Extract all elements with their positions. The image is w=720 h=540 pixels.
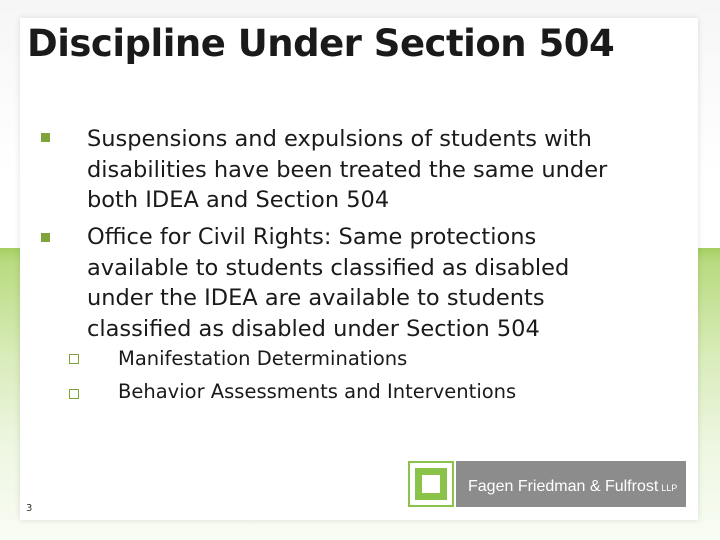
firm-name: Fagen Friedman & Fulfrost (468, 478, 659, 495)
page-number: 3 (26, 503, 33, 514)
sub-bullet-text-2: Behavior Assessments and Interventions (118, 380, 517, 403)
bullet-line: Office for Civil Rights: Same protections (87, 224, 537, 250)
bullet-text-1 (87, 124, 667, 216)
bullet-line: available to students classified as disabled (87, 254, 570, 281)
bullet-marker-icon (41, 133, 50, 142)
firm-logo-icon (408, 461, 454, 507)
sub-bullet-marker-icon (69, 389, 79, 399)
firm-suffix: LLP (661, 483, 678, 493)
bullet-line: classified as disabled under Section 504 (87, 315, 540, 342)
sub-bullet-marker-icon (69, 354, 79, 364)
firm-logo-name (468, 478, 677, 496)
bullet-line: disabilities have been treated the same under (87, 156, 608, 183)
bullet-text-2 (87, 222, 667, 344)
slide-title: Discipline Under Section 504 (27, 22, 615, 65)
bullet-marker-icon (41, 233, 50, 242)
sub-bullet-text-1: Manifestation Determinations (118, 347, 408, 370)
bullet-line: both IDEA and Section 504 (87, 187, 390, 213)
bullet-line: Suspensions and expulsions of students with (87, 126, 592, 152)
bullet-line: under the IDEA are available to students (87, 285, 545, 311)
